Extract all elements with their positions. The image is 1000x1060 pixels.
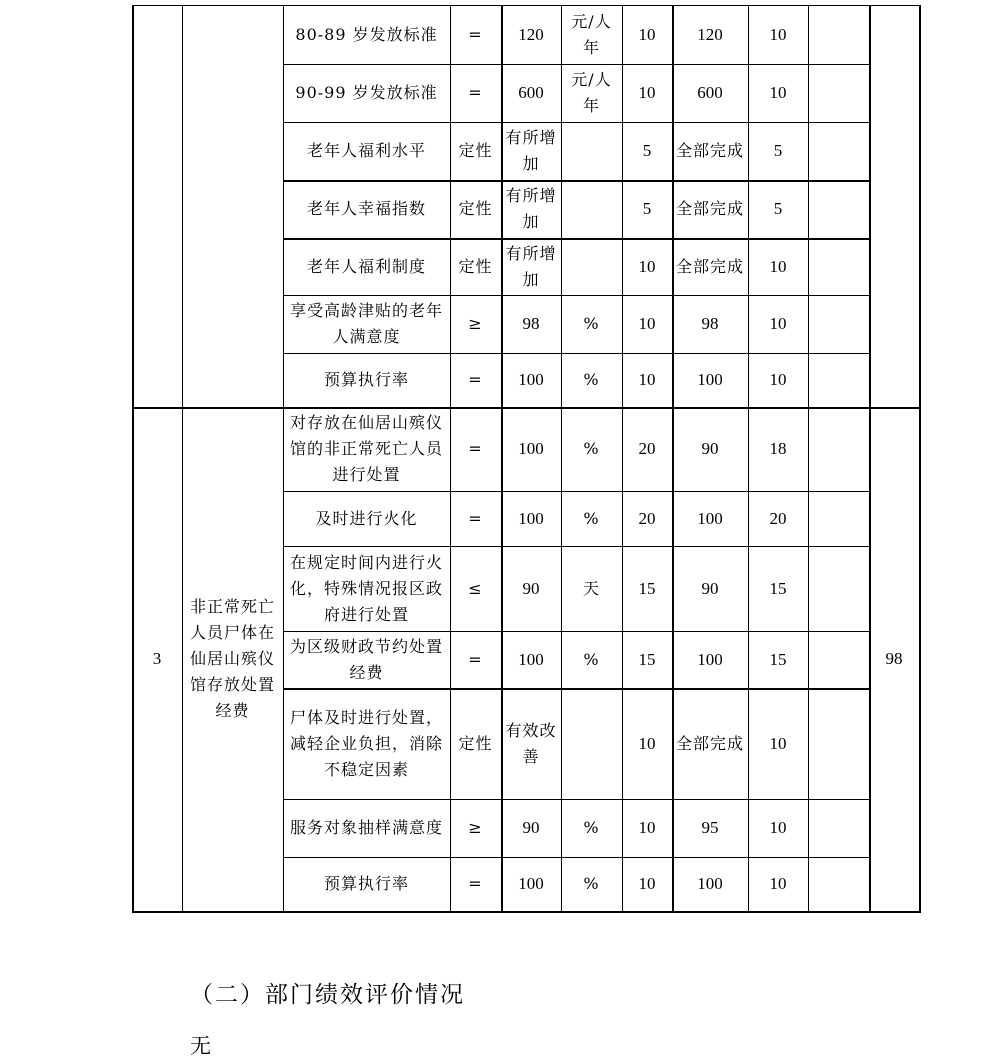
table-cell-weight: 15 [638,578,656,598]
table-cell-score: 20 [769,508,787,528]
table-cell-actual: 100 [697,508,723,528]
table-cell-weight: 5 [642,141,652,160]
table-cell-remark [808,407,869,491]
project-name: 非正常死亡人员尸体在仙居山殡仪馆存放处置经费 [189,597,275,720]
table-cell-unit: % [583,314,600,333]
table-cell-actual: 98 [701,314,719,333]
table-cell-actual: 95 [701,818,719,837]
table-cell-actual: 100 [697,649,723,669]
table-cell-unit: % [583,439,600,458]
table-cell-unit: % [583,649,600,669]
section-body: 无 [190,1034,211,1058]
table-cell-op: 定性 [458,733,493,753]
table-cell-score: 10 [769,874,787,893]
table-cell-actual: 全部完成 [675,199,744,218]
table-cell-indicator: 预算执行率 [323,370,409,389]
table-cell-target: 100 [518,370,544,389]
table-cell-weight: 10 [638,314,656,333]
table-cell-actual: 90 [701,439,719,458]
table-cell-target: 有所增加 [505,128,557,173]
table-cell-remark [808,688,869,799]
table-cell-score: 15 [769,578,787,598]
table-cell-weight: 10 [638,733,656,753]
table-cell-actual: 全部完成 [675,141,744,160]
table-cell-indicator: 老年人幸福指数 [306,199,426,218]
table-cell-unit [561,122,622,180]
table-cell-unit [561,688,622,799]
table-cell-target: 有所增加 [505,243,557,289]
table-cell-indicator: 90-99 岁发放标准 [295,83,438,102]
project-index: 3 [152,649,162,668]
table-cell-target: 90 [522,578,540,598]
table-cell-actual: 全部完成 [675,256,744,276]
table-cell-score: 10 [769,256,787,276]
table-cell-remark [808,353,869,407]
table-cell-indicator: 服务对象抽样满意度 [289,818,443,837]
table-cell-score: 5 [773,141,783,160]
table-cell-indicator: 尸体及时进行处置，减轻企业负担，消除不稳定因素 [289,707,443,779]
table-cell-score: 18 [769,439,787,458]
table-cell-unit: % [583,874,600,893]
table-cell-score: 10 [769,314,787,333]
table-cell-target: 90 [522,818,540,837]
table-cell-actual: 100 [697,370,723,389]
table-cell-weight: 10 [638,370,656,389]
table-cell-op: = [468,508,483,528]
table-cell-op: = [468,439,483,458]
table-vline [919,5,921,913]
table-cell-weight: 10 [638,83,656,102]
table-cell-actual: 100 [697,874,723,893]
table-cell-score: 10 [769,370,787,389]
table-cell-remark [808,546,869,631]
table-cell-actual: 90 [701,578,719,598]
table-cell-remark [808,799,869,857]
table-cell-op: = [468,83,483,102]
table-cell-target: 有效改善 [505,720,557,766]
table-cell-remark [808,295,869,353]
table-cell-weight: 10 [638,818,656,837]
table-cell-op: = [468,370,483,389]
table-cell-remark [808,180,869,238]
table-cell-weight: 5 [642,199,652,218]
section-heading: （二）部门绩效评价情况 [190,982,465,1008]
table-cell-remark [808,238,869,295]
table-cell-op: ≤ [468,578,483,598]
table-cell-weight: 10 [638,24,656,44]
table-cell-op: ≥ [468,818,483,837]
table-cell-indicator: 老年人福利制度 [306,256,426,276]
table-cell-target: 120 [518,24,544,44]
table-cell-indicator: 预算执行率 [323,874,409,893]
table-cell-weight: 10 [638,256,656,276]
table-cell-score: 10 [769,24,787,44]
table-cell-actual: 120 [697,24,723,44]
table-cell-indicator: 老年人福利水平 [306,141,426,160]
table-cell-remark [808,5,869,64]
table-cell-unit [561,238,622,295]
table-cell-weight: 10 [638,874,656,893]
table-cell-score: 5 [773,199,783,218]
table-cell-target: 100 [518,439,544,458]
table-cell-target: 100 [518,508,544,528]
table-cell-unit: % [583,818,600,837]
table-cell-indicator: 为区级财政节约处置经费 [289,636,443,682]
table-cell-score: 15 [769,649,787,669]
table-cell-score: 10 [769,83,787,102]
table-cell-op: = [468,649,483,669]
table-cell-indicator: 80-89 岁发放标准 [295,24,438,44]
table-cell-remark [808,64,869,122]
table-cell-unit: 元/人年 [571,70,612,115]
table-cell-target: 有所增加 [505,186,557,231]
table-cell-score: 10 [769,818,787,837]
table-cell-indicator: 在规定时间内进行火化，特殊情况报区政府进行处置 [289,552,443,624]
table-cell-op: 定性 [458,141,493,160]
table-cell-remark [808,631,869,688]
table-cell-remark [808,491,869,546]
table-cell-op: 定性 [458,199,493,218]
table-cell-remark [808,122,869,180]
table-cell-target: 98 [522,314,540,333]
table-cell-target: 600 [518,83,544,102]
table-cell-op: = [468,874,483,893]
table-cell-score: 10 [769,733,787,753]
table-cell-unit: 天 [582,578,600,598]
table-cell-indicator: 享受高龄津贴的老年人满意度 [289,301,443,346]
table-cell-weight: 15 [638,649,656,669]
table-cell-actual: 600 [697,83,723,102]
table-cell-indicator: 对存放在仙居山殡仪馆的非正常死亡人员进行处置 [289,413,443,484]
table-cell-weight: 20 [638,508,656,528]
table-cell-target: 100 [518,874,544,893]
table-cell-actual: 全部完成 [675,733,744,753]
table-cell-unit: % [583,508,600,528]
table-cell-target: 100 [518,649,544,669]
table-cell-weight: 20 [638,439,656,458]
table-cell-remark [808,857,869,911]
table-cell-op: = [468,24,483,44]
table-cell-indicator: 及时进行火化 [315,508,418,528]
table-cell-op: ≥ [468,314,483,333]
table-hline [132,911,921,913]
table-cell-unit [561,180,622,238]
project-total-score: 98 [885,649,903,668]
table-cell-unit: % [583,370,600,389]
table-cell-unit: 元/人年 [571,11,612,57]
table-cell-op: 定性 [458,256,493,276]
